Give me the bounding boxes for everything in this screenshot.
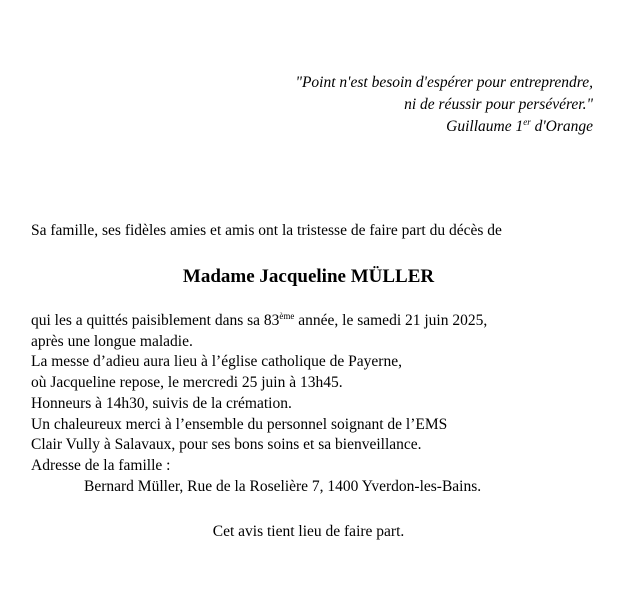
deceased-name: Madame Jacqueline MÜLLER [182, 266, 435, 287]
quote-author-name: Guillaume 1 [446, 118, 524, 135]
body-line-5: Honneurs à 14h30, suivis de la crémation. [31, 394, 292, 412]
family-address: Bernard Müller, Rue de la Roselière 7, 1400 Yverdon-les-Bains. [84, 477, 482, 495]
epigraph-quote [295, 72, 593, 138]
body-line-1 [31, 311, 487, 332]
body-line-4: où Jacqueline repose, le mercredi 25 juin à 13h45. [31, 374, 343, 392]
quote-line-2: ni de réussir pour persévérer." [404, 96, 593, 113]
body-line-1-start: qui les a quittés paisiblement dans sa 83 [31, 312, 280, 329]
body-line-6: Un chaleureux merci à l’ensemble du personnel soignant de l’EMS [31, 415, 448, 433]
body-line-1-ordinal: ème [279, 311, 295, 321]
closing-note: Cet avis tient lieu de faire part. [212, 523, 405, 540]
announcement-body [31, 311, 487, 497]
quote-line-1: "Point n'est besoin d'espérer pour entreprendre, [295, 74, 593, 91]
body-line-7: Clair Vully à Salavaux, pour ses bons soins et sa bienveillance. [31, 436, 422, 454]
body-line-1-end: année, le samedi 21 juin 2025, [294, 312, 488, 329]
quote-author-ordinal: er [523, 117, 531, 127]
body-line-2: après une longue maladie. [31, 332, 193, 350]
body-line-8: Adresse de la famille : [31, 456, 171, 474]
quote-author-title: d'Orange [530, 118, 593, 135]
body-line-3: La messe d’adieu aura lieu à l’église catholique de Payerne, [31, 353, 402, 371]
announcement-intro: Sa famille, ses fidèles amies et amis ont la tristesse de faire part du décès de [31, 222, 502, 239]
quote-author [295, 116, 593, 138]
